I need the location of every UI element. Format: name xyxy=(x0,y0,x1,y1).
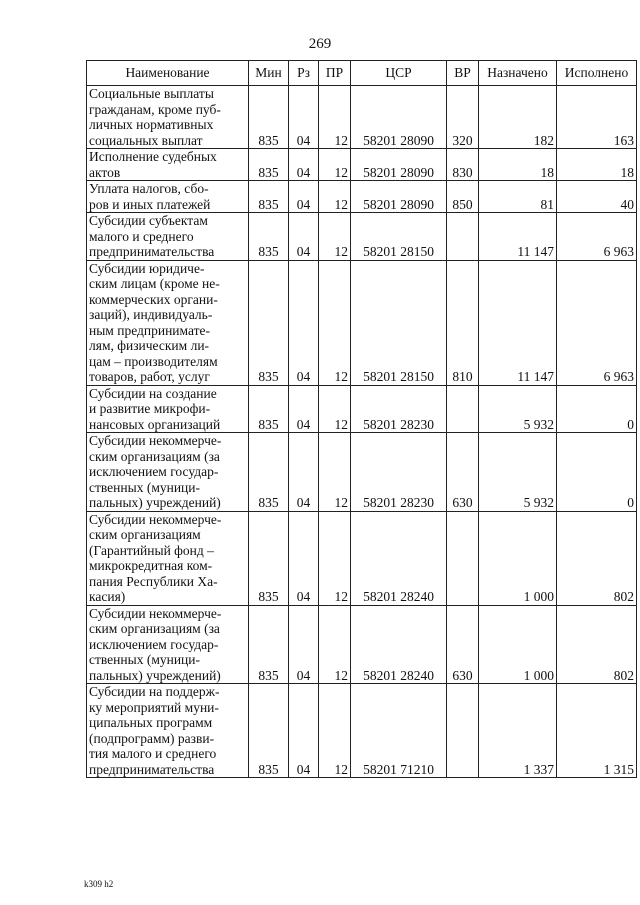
row-min-cell: 835 xyxy=(249,181,289,213)
row-min-cell: 835 xyxy=(249,605,289,684)
budget-table xyxy=(86,60,637,778)
row-pr-cell: 12 xyxy=(319,385,351,433)
row-csr-cell: 58201 28240 xyxy=(351,511,447,605)
row-vr-cell: 630 xyxy=(447,605,479,684)
row-rz-cell: 04 xyxy=(289,213,319,261)
row-min-cell: 835 xyxy=(249,684,289,778)
row-executed-cell: 6 963 xyxy=(557,213,637,261)
row-pr-cell: 12 xyxy=(319,149,351,181)
page-number: 269 xyxy=(308,36,332,52)
row-assigned-cell: 5 932 xyxy=(479,433,557,512)
row-assigned-cell: 182 xyxy=(479,86,557,149)
col-header-rz: Рз xyxy=(289,61,319,86)
table-row xyxy=(87,181,637,213)
table-row xyxy=(87,213,637,261)
row-assigned-cell: 81 xyxy=(479,181,557,213)
table-row xyxy=(87,86,637,149)
row-name-cell: Субсидии субъектам малого и среднего предпринимательства xyxy=(87,213,249,261)
col-header-min: Мин xyxy=(249,61,289,86)
col-header-pr: ПР xyxy=(319,61,351,86)
row-min-cell: 835 xyxy=(249,86,289,149)
table-row xyxy=(87,260,637,385)
row-rz-cell: 04 xyxy=(289,385,319,433)
row-min-cell: 835 xyxy=(249,511,289,605)
row-name-cell: Субсидии юридиче- ским лицам (кроме не- коммерческих органи- заций), индивидуаль- ным предпринимате- лям, физическим ли- цам – производителям товаров, работ, услуг xyxy=(87,260,249,385)
row-pr-cell: 12 xyxy=(319,86,351,149)
row-min-cell: 835 xyxy=(249,213,289,261)
row-executed-cell: 6 963 xyxy=(557,260,637,385)
row-assigned-cell: 1 337 xyxy=(479,684,557,778)
row-pr-cell: 12 xyxy=(319,605,351,684)
row-assigned-cell: 1 000 xyxy=(479,511,557,605)
row-csr-cell: 58201 28240 xyxy=(351,605,447,684)
row-vr-cell: 830 xyxy=(447,149,479,181)
row-pr-cell: 12 xyxy=(319,213,351,261)
row-vr-cell xyxy=(447,684,479,778)
row-name-cell: Субсидии на создание и развитие микрофи- нансовых организаций xyxy=(87,385,249,433)
col-header-csr: ЦСР xyxy=(351,61,447,86)
table-row xyxy=(87,605,637,684)
row-vr-cell xyxy=(447,511,479,605)
row-rz-cell: 04 xyxy=(289,433,319,512)
row-executed-cell: 40 xyxy=(557,181,637,213)
row-min-cell: 835 xyxy=(249,149,289,181)
col-header-assigned: Назначено xyxy=(479,61,557,86)
row-csr-cell: 58201 28150 xyxy=(351,260,447,385)
row-vr-cell xyxy=(447,385,479,433)
row-name-cell: Социальные выплаты гражданам, кроме пуб- личных нормативных социальных выплат xyxy=(87,86,249,149)
row-executed-cell: 0 xyxy=(557,433,637,512)
row-vr-cell: 810 xyxy=(447,260,479,385)
row-min-cell: 835 xyxy=(249,433,289,512)
row-min-cell: 835 xyxy=(249,385,289,433)
table-row xyxy=(87,433,637,512)
row-rz-cell: 04 xyxy=(289,181,319,213)
row-min-cell: 835 xyxy=(249,260,289,385)
row-csr-cell: 58201 28090 xyxy=(351,149,447,181)
col-header-vr: ВР xyxy=(447,61,479,86)
row-executed-cell: 0 xyxy=(557,385,637,433)
row-vr-cell: 320 xyxy=(447,86,479,149)
row-rz-cell: 04 xyxy=(289,260,319,385)
row-name-cell: Субсидии некоммерче- ским организациям (за исключением государ- ственных (муници- пальных) учреждений) xyxy=(87,433,249,512)
row-rz-cell: 04 xyxy=(289,511,319,605)
row-rz-cell: 04 xyxy=(289,86,319,149)
table-row xyxy=(87,684,637,778)
row-csr-cell: 58201 28090 xyxy=(351,86,447,149)
table-row xyxy=(87,511,637,605)
table-row xyxy=(87,149,637,181)
row-vr-cell: 630 xyxy=(447,433,479,512)
row-pr-cell: 12 xyxy=(319,684,351,778)
col-header-executed: Исполнено xyxy=(557,61,637,86)
row-pr-cell: 12 xyxy=(319,433,351,512)
row-rz-cell: 04 xyxy=(289,684,319,778)
row-pr-cell: 12 xyxy=(319,511,351,605)
row-rz-cell: 04 xyxy=(289,149,319,181)
row-assigned-cell: 18 xyxy=(479,149,557,181)
row-executed-cell: 18 xyxy=(557,149,637,181)
row-csr-cell: 58201 71210 xyxy=(351,684,447,778)
row-name-cell: Исполнение судебных актов xyxy=(87,149,249,181)
row-assigned-cell: 11 147 xyxy=(479,260,557,385)
row-assigned-cell: 5 932 xyxy=(479,385,557,433)
row-name-cell: Субсидии на поддерж- ку мероприятий муни- ципальных программ (подпрограмм) разви- тия малого и среднего предпринимательства xyxy=(87,684,249,778)
row-csr-cell: 58201 28230 xyxy=(351,385,447,433)
row-name-cell: Субсидии некоммерче- ским организациям (за исключением государ- ственных (муници- пальных) учреждений) xyxy=(87,605,249,684)
row-csr-cell: 58201 28230 xyxy=(351,433,447,512)
footer-code: k309 h2 xyxy=(84,879,114,889)
row-name-cell: Уплата налогов, сбо- ров и иных платежей xyxy=(87,181,249,213)
row-assigned-cell: 11 147 xyxy=(479,213,557,261)
row-rz-cell: 04 xyxy=(289,605,319,684)
row-pr-cell: 12 xyxy=(319,260,351,385)
row-assigned-cell: 1 000 xyxy=(479,605,557,684)
row-vr-cell xyxy=(447,213,479,261)
row-executed-cell: 802 xyxy=(557,605,637,684)
row-vr-cell: 850 xyxy=(447,181,479,213)
row-executed-cell: 163 xyxy=(557,86,637,149)
row-executed-cell: 1 315 xyxy=(557,684,637,778)
row-csr-cell: 58201 28150 xyxy=(351,213,447,261)
row-name-cell: Субсидии некоммерче- ским организациям (Гарантийный фонд – микрокредитная ком- пания Республики Ха- касия) xyxy=(87,511,249,605)
col-header-name: Наименование xyxy=(87,61,249,86)
row-executed-cell: 802 xyxy=(557,511,637,605)
row-csr-cell: 58201 28090 xyxy=(351,181,447,213)
header-row xyxy=(87,61,637,86)
row-pr-cell: 12 xyxy=(319,181,351,213)
table-row xyxy=(87,385,637,433)
